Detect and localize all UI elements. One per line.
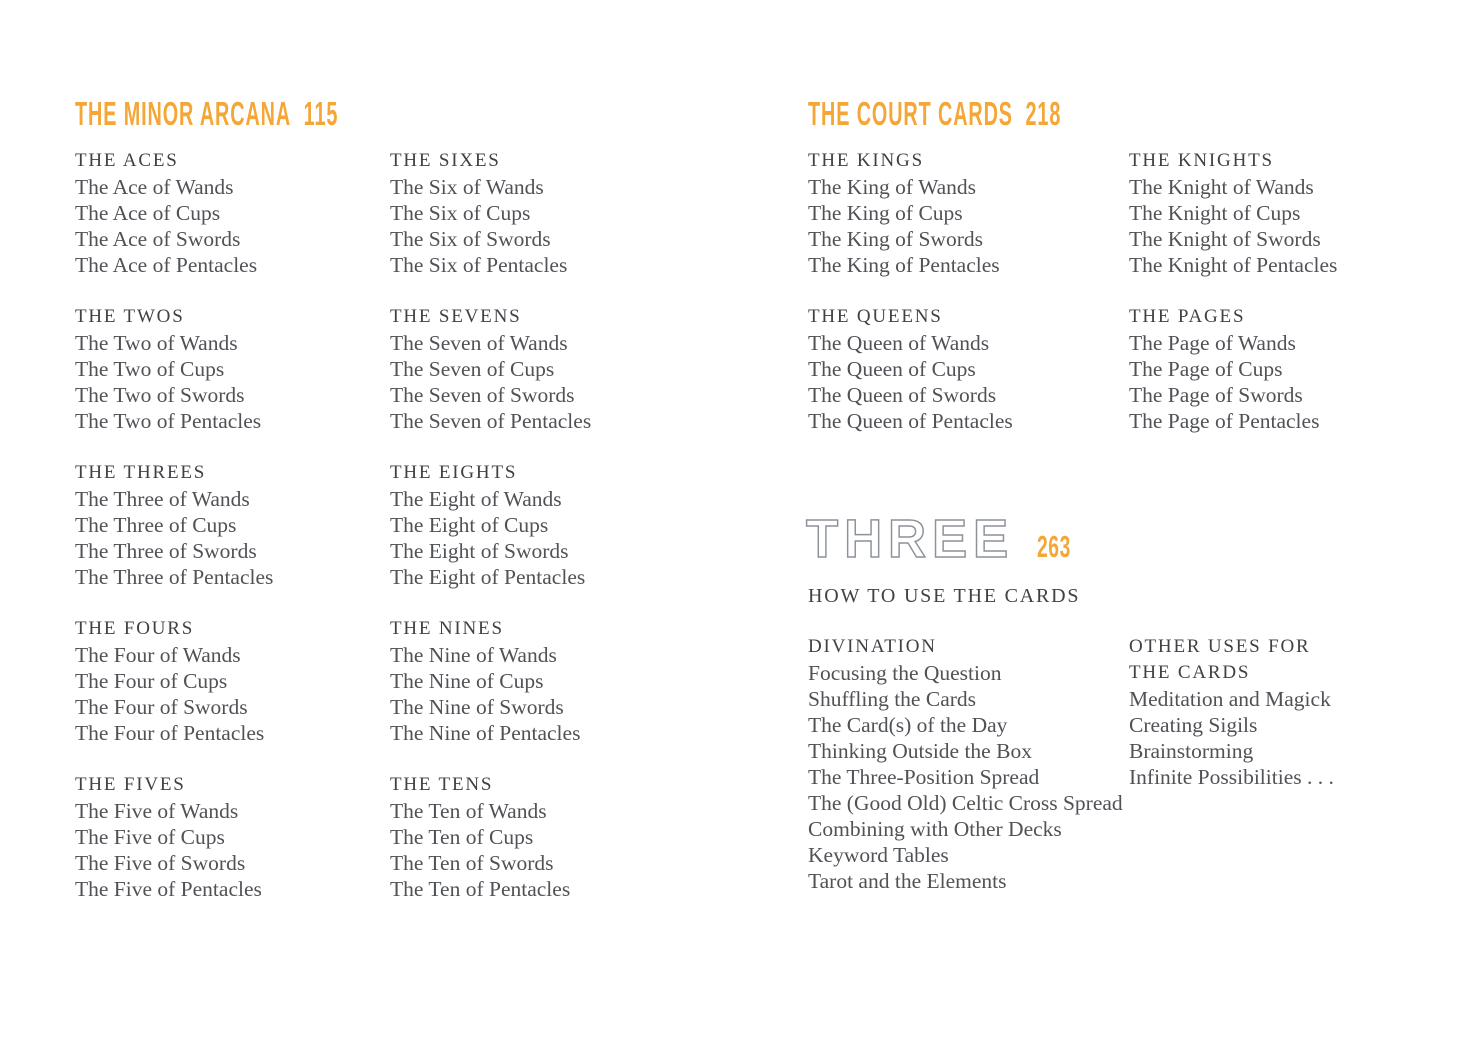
toc-item: The King of Swords (808, 227, 983, 251)
toc-item: The Six of Cups (390, 201, 531, 225)
toc-item: The Queen of Pentacles (808, 409, 1013, 433)
toc-group-header: THE ACES (75, 150, 179, 171)
toc-item: The Page of Cups (1129, 357, 1283, 381)
toc-item: Brainstorming (1129, 739, 1254, 763)
toc-item: The Ace of Swords (75, 227, 241, 251)
toc-item: The Three of Swords (75, 539, 257, 563)
toc-group (390, 616, 690, 746)
toc-group (808, 634, 1138, 894)
toc-item: The Knight of Pentacles (1129, 253, 1338, 277)
chapter-three-column-2 (1129, 634, 1341, 790)
toc-group (808, 148, 1118, 278)
toc-item: The Knight of Cups (1129, 201, 1301, 225)
toc-group (808, 304, 1118, 434)
toc-item: Combining with Other Decks (808, 817, 1062, 841)
toc-item: Focusing the Question (808, 661, 1002, 685)
court-cards-heading-title: THE COURT CARDS (808, 95, 1013, 132)
toc-item: The (Good Old) Celtic Cross Spread (808, 791, 1123, 815)
toc-group-header: THE SIXES (390, 150, 501, 171)
toc-item: The Eight of Wands (390, 487, 562, 511)
chapter-three-outline-word (804, 512, 1019, 564)
toc-item: The Nine of Swords (390, 695, 564, 719)
toc-item: The King of Wands (808, 175, 977, 199)
toc-item: Creating Sigils (1129, 713, 1258, 737)
toc-group (390, 304, 690, 434)
toc-item: The Five of Pentacles (75, 877, 262, 901)
toc-item: The Two of Pentacles (75, 409, 262, 433)
toc-item: The Three-Position Spread (808, 765, 1040, 789)
toc-item: The Ace of Cups (75, 201, 221, 225)
toc-item: The Five of Cups (75, 825, 225, 849)
chapter-three-text: THREE (806, 512, 1014, 564)
chapter-three-column-1 (808, 634, 1138, 894)
toc-group (75, 772, 375, 902)
toc-item: Tarot and the Elements (808, 869, 1007, 893)
toc-group-header: THE KINGS (808, 150, 924, 171)
minor-arcana-column-2 (390, 148, 690, 902)
toc-item: Thinking Outside the Box (808, 739, 1032, 763)
toc-item: The Nine of Cups (390, 669, 544, 693)
toc-item: The Page of Pentacles (1129, 409, 1320, 433)
toc-item: The Nine of Pentacles (390, 721, 581, 745)
toc-group (1129, 634, 1341, 790)
toc-item: The Queen of Swords (808, 383, 997, 407)
toc-item: The Six of Swords (390, 227, 551, 251)
toc-item: The Two of Cups (75, 357, 225, 381)
toc-item: Shuffling the Cards (808, 687, 977, 711)
toc-item: The Knight of Wands (1129, 175, 1314, 199)
toc-group-header: THE KNIGHTS (1129, 150, 1274, 171)
toc-item: The Page of Wands (1129, 331, 1296, 355)
toc-item: The Six of Pentacles (390, 253, 568, 277)
toc-item: The King of Pentacles (808, 253, 1000, 277)
toc-item: The Ten of Cups (390, 825, 534, 849)
toc-item: Keyword Tables (808, 843, 949, 867)
toc-item: The Four of Pentacles (75, 721, 265, 745)
toc-group-header: THE FIVES (75, 774, 186, 795)
toc-group (75, 616, 375, 746)
toc-item: Infinite Possibilities . . . (1129, 765, 1334, 789)
toc-group (75, 460, 375, 590)
toc-item: The Seven of Cups (390, 357, 555, 381)
toc-group-header: THE PAGES (1129, 306, 1246, 327)
toc-item: The Six of Wands (390, 175, 544, 199)
toc-group (390, 148, 690, 278)
minor-arcana-heading (75, 97, 514, 130)
toc-item: The Seven of Pentacles (390, 409, 592, 433)
toc-item: The Ace of Pentacles (75, 253, 258, 277)
toc-group (1129, 148, 1449, 278)
toc-item: The Queen of Wands (808, 331, 990, 355)
toc-group-header: THE NINES (390, 618, 504, 639)
toc-item: The Eight of Pentacles (390, 565, 586, 589)
toc-item: The Eight of Cups (390, 513, 549, 537)
chapter-three-page-number: 263 (1037, 529, 1071, 564)
toc-item: The Five of Wands (75, 799, 239, 823)
court-cards-heading (808, 97, 1230, 130)
toc-item: The King of Cups (808, 201, 963, 225)
toc-item: The Nine of Wands (390, 643, 557, 667)
toc-group-header: THE SEVENS (390, 306, 522, 327)
toc-item: The Ten of Swords (390, 851, 554, 875)
toc-group (75, 304, 375, 434)
toc-item: The Three of Pentacles (75, 565, 274, 589)
minor-arcana-column-1 (75, 148, 375, 902)
toc-item: The Four of Cups (75, 669, 228, 693)
toc-item: The Seven of Swords (390, 383, 575, 407)
toc-group-header: DIVINATION (808, 636, 937, 657)
toc-item: The Two of Wands (75, 331, 238, 355)
toc-item: The Four of Swords (75, 695, 248, 719)
toc-item: The Four of Wands (75, 643, 241, 667)
toc-group-header: THE TENS (390, 774, 494, 795)
toc-group-header: THE THREES (75, 462, 207, 483)
toc-group-header: THE TWOS (75, 306, 185, 327)
toc-group-header: THE FOURS (75, 618, 195, 639)
toc-group (390, 460, 690, 590)
court-cards-column-2 (1129, 148, 1449, 434)
toc-item: The Ten of Wands (390, 799, 547, 823)
toc-group (1129, 304, 1449, 434)
chapter-three-block (804, 512, 1092, 564)
toc-item: Meditation and Magick (1129, 687, 1331, 711)
toc-item: The Eight of Swords (390, 539, 569, 563)
toc-item: The Two of Swords (75, 383, 245, 407)
toc-group-header: THE QUEENS (808, 306, 943, 327)
court-cards-page-number: 218 (1025, 95, 1062, 132)
minor-arcana-heading-title: THE MINOR ARCANA (75, 95, 292, 132)
toc-group-header: OTHER USES FOR THE CARDS (1129, 636, 1311, 683)
chapter-three-subtitle: HOW TO USE THE CARDS (808, 585, 1081, 607)
toc-item: The Seven of Wands (390, 331, 568, 355)
toc-item: The Card(s) of the Day (808, 713, 1008, 737)
toc-item: The Five of Swords (75, 851, 246, 875)
court-cards-column-1 (808, 148, 1118, 434)
toc-item: The Three of Wands (75, 487, 250, 511)
toc-item: The Page of Swords (1129, 383, 1303, 407)
toc-item: The Ten of Pentacles (390, 877, 571, 901)
toc-item: The Three of Cups (75, 513, 237, 537)
toc-group-header: THE EIGHTS (390, 462, 518, 483)
toc-item: The Ace of Wands (75, 175, 234, 199)
toc-item: The Queen of Cups (808, 357, 976, 381)
minor-arcana-page-number: 115 (303, 95, 339, 132)
toc-group (75, 148, 375, 278)
toc-group (390, 772, 690, 902)
toc-item: The Knight of Swords (1129, 227, 1321, 251)
